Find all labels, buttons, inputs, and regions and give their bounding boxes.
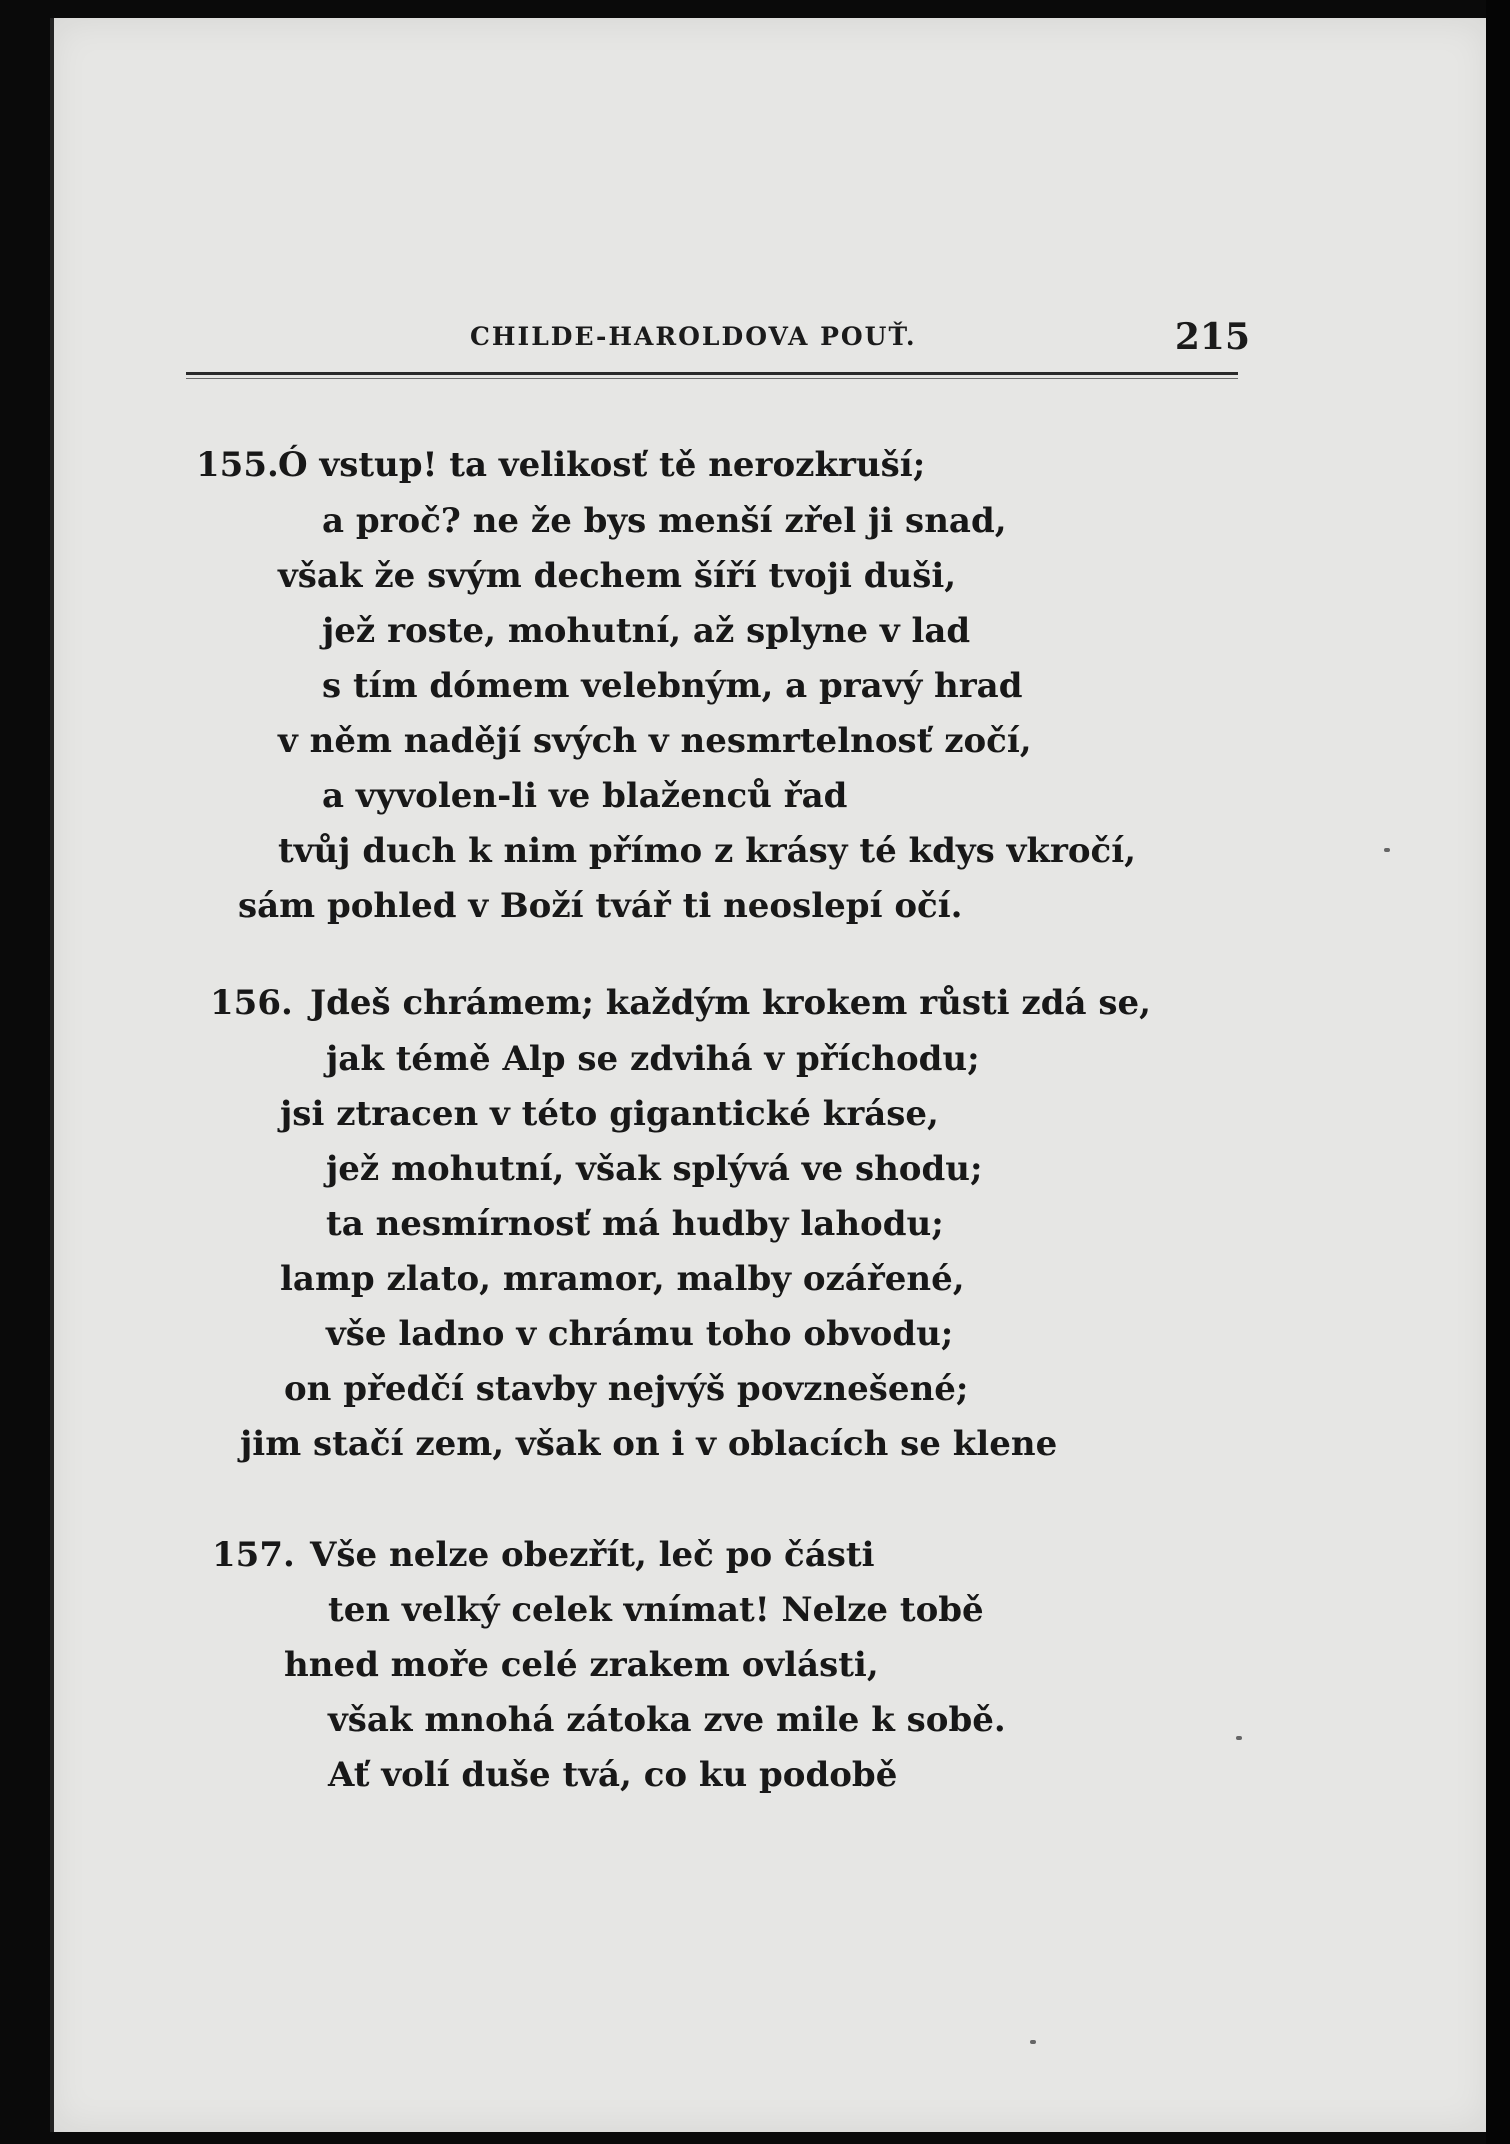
stanza-number: 157. — [212, 1535, 295, 1575]
verse-line: jež mohutní, však splývá ve shodu; — [326, 1149, 983, 1189]
verse-line: Vše nelze obezřít, leč po části — [310, 1535, 875, 1575]
running-title: CHILDE-HAROLDOVA POUŤ. — [470, 322, 917, 351]
verse-line: jsi ztracen v této gigantické kráse, — [280, 1094, 939, 1134]
verse-line: Ó vstup! ta velikosť tě nerozkruší; — [278, 445, 926, 485]
verse-line: Ať volí duše tvá, co ku podobě — [328, 1755, 898, 1795]
verse-line: a proč? ne že bys menší zřel ji snad, — [322, 501, 1007, 541]
verse-line: sám pohled v Boží tvář ti neoslepí očí. — [238, 886, 963, 926]
page-number: 215 — [1174, 316, 1250, 358]
print-speck — [1384, 848, 1390, 852]
verse-line: ten velký celek vnímat! Nelze tobě — [328, 1590, 984, 1630]
verse-line: ta nesmírnosť má hudby lahodu; — [326, 1204, 944, 1244]
verse-line: lamp zlato, mramor, malby ozářené, — [280, 1259, 965, 1299]
verse-line: vše ladno v chrámu toho obvodu; — [326, 1314, 954, 1354]
verse-line: tvůj duch k nim přímo z krásy té kdys vkročí, — [278, 831, 1136, 871]
verse-line: a vyvolen-li ve blaženců řad — [322, 776, 848, 816]
page-left-edge — [50, 18, 54, 2132]
verse-line: s tím dómem velebným, a pravý hrad — [322, 666, 1023, 706]
verse-line: Jdeš chrámem; každým krokem růsti zdá se, — [310, 983, 1151, 1023]
verse-line: v něm nadějí svých v nesmrtelnosť zočí, — [278, 721, 1032, 761]
verse-line: jim stačí zem, však on i v oblacích se klene — [240, 1424, 1058, 1464]
print-speck — [1030, 2040, 1036, 2044]
verse-line: on předčí stavby nejvýš povznešené; — [284, 1369, 969, 1409]
print-speck — [1236, 1736, 1242, 1740]
verse-line: hned moře celé zrakem ovlásti, — [284, 1645, 879, 1685]
verse-line: však mnohá zátoka zve mile k sobě. — [328, 1700, 1006, 1740]
verse-line: však že svým dechem šíří tvoji duši, — [278, 556, 957, 596]
scan-border — [1486, 0, 1510, 2144]
stanza-number: 156. — [210, 983, 293, 1023]
stanza-number: 155. — [196, 445, 279, 485]
header-rule — [186, 372, 1238, 375]
header-rule-thin — [186, 378, 1238, 379]
running-header — [470, 316, 1250, 362]
verse-line: jak témě Alp se zdvihá v příchodu; — [326, 1039, 980, 1079]
verse-line: jež roste, mohutní, až splyne v lad — [322, 611, 971, 651]
